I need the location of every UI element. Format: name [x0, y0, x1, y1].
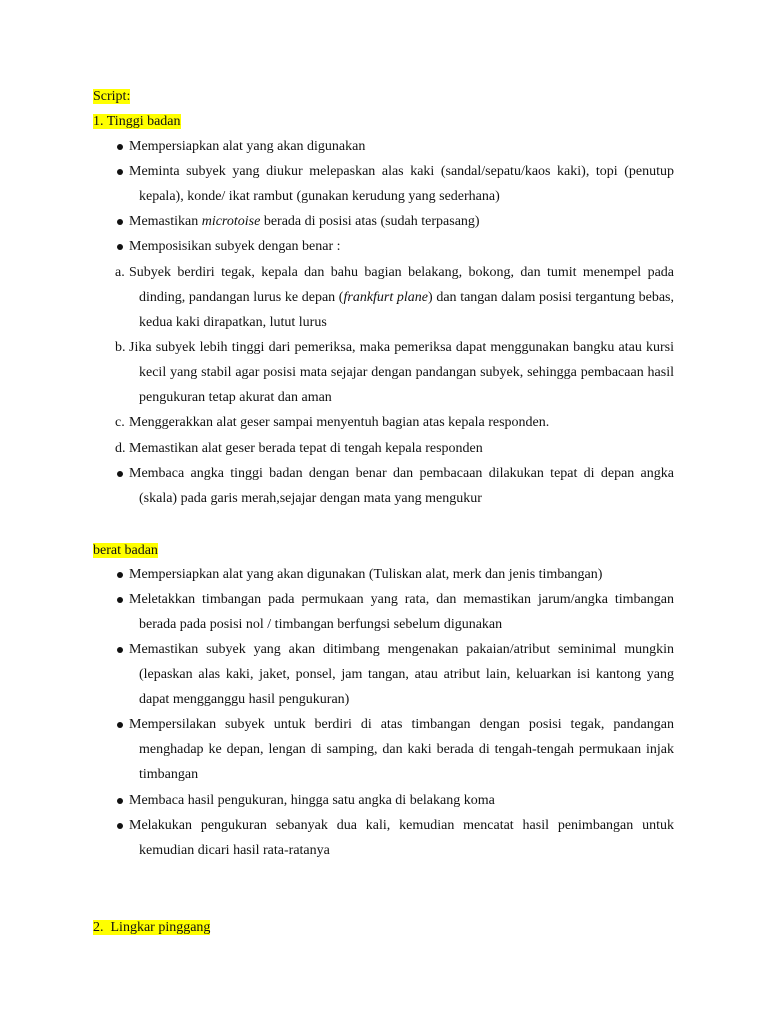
bullet-icon: [115, 234, 129, 250]
list-item-text: [129, 209, 674, 234]
bullet-icon: [115, 712, 129, 728]
list-item-text: Memastikan alat geser berada tepat di tengah kepala responden: [129, 441, 483, 456]
list-item: [115, 562, 674, 587]
bullet-icon: [115, 813, 129, 829]
script-label: [93, 87, 130, 107]
list-item-text: Mempersiapkan alat yang akan digunakan (Tuliskan alat, merk dan jenis timbangan): [129, 567, 603, 582]
list-item: [115, 813, 674, 863]
bullet-icon: [115, 461, 129, 477]
list-item-text: Membaca angka tinggi badan dengan benar dan pembacaan dilakukan tepat di depan angka (skala) pada garis merah,sejajar dengan mata yang mengukur: [129, 466, 674, 507]
list-item-text: Mempersiapkan alat yang akan digunakan: [129, 139, 366, 154]
list-item-text: Jika subyek lebih tinggi dari pemeriksa, maka pemeriksa dapat menggunakan bangku atau kursi kecil yang stabil agar posisi mata sejajar dengan pandangan subyek, sehingga pembacaan hasil pengukuran tetap akurat dan aman: [129, 340, 674, 406]
list-item-text: [129, 260, 674, 336]
italic-term: frankfurt plane: [343, 290, 429, 306]
list-item: [115, 335, 674, 411]
list-item-text: Meletakkan timbangan pada permukaan yang rata, dan memastikan jarum/angka timbangan berada pada posisi nol / timbangan berfungsi sebelum digunakan: [129, 592, 674, 633]
section-title-berat-badan: [93, 541, 158, 561]
list-item-text: Meminta subyek yang diukur melepaskan alas kaki (sandal/sepatu/kaos kaki), topi (penutup kepala), konde/ ikat rambut (gunakan kerudung yang sederhana): [129, 164, 674, 205]
list-item: [115, 637, 674, 713]
text-run: berada di posisi atas (sudah terpasang): [260, 214, 480, 229]
text-run: Subyek berdiri tegak, kepala dan bahu bagian belakang, bokong, dan tumit menempel pada dinding, pandangan lurus ke depan (: [129, 265, 674, 306]
script-label-text: Script:: [93, 89, 131, 104]
list-marker: c.: [115, 415, 125, 430]
bullet-icon: [115, 134, 129, 150]
bullet-icon: [115, 159, 129, 175]
text-run: Memastikan: [129, 214, 202, 229]
list-item: [115, 587, 674, 637]
list-item: [115, 712, 674, 788]
list-marker: a.: [115, 265, 125, 280]
list-item: [115, 134, 674, 159]
list-item: [115, 159, 674, 209]
list-item-text: Memastikan subyek yang akan ditimbang mengenakan pakaian/atribut seminimal mungkin (lepaskan alas kaki, jaket, ponsel, jam tangan, atau atribut lain, keluarkan isi kantong yang dapat mengganggu hasil pengukuran): [129, 642, 674, 708]
list-item: [115, 209, 674, 234]
list-item: [115, 461, 674, 511]
list-item-text: Melakukan pengukuran sebanyak dua kali, kemudian mencatat hasil penimbangan untuk kemudian dicari hasil rata-ratanya: [129, 818, 674, 859]
list-item-text: Mempersilakan subyek untuk berdiri di atas timbangan dengan posisi tegak, pandangan menghadap ke depan, lengan di samping, dan kaki berada di tengah-tengah permukaan injak timbangan: [129, 717, 674, 783]
list-item: [115, 436, 674, 461]
section-title-tinggi-badan-text: 1. Tinggi badan: [93, 114, 181, 129]
list-marker: d.: [115, 441, 126, 456]
bullet-icon: [115, 209, 129, 225]
list-item: [115, 788, 674, 813]
list-item: [115, 260, 674, 336]
bullet-icon: [115, 637, 129, 653]
list-item-text: Memposisikan subyek dengan benar :: [129, 239, 341, 254]
section-title-tinggi-badan: [93, 112, 181, 132]
list-item-text: Membaca hasil pengukuran, hingga satu angka di belakang koma: [129, 793, 495, 808]
section-title-lingkar-pinggang: [93, 918, 210, 938]
text-run: ) dan tangan dalam posisi tergantung bebas, kedua kaki dirapatkan, lutut lurus: [139, 290, 674, 331]
section-title-lingkar-pinggang-text: 2. Lingkar pinggang: [93, 920, 211, 935]
list-item: [115, 234, 674, 259]
bullet-icon: [115, 562, 129, 578]
list-marker: b.: [115, 340, 126, 355]
section-title-berat-badan-text: berat badan: [93, 543, 158, 558]
bullet-icon: [115, 788, 129, 804]
bullet-icon: [115, 587, 129, 603]
italic-term: microtoise: [201, 214, 261, 229]
list-item: [115, 410, 674, 435]
list-item-text: Menggerakkan alat geser sampai menyentuh bagian atas kepala responden.: [129, 415, 550, 430]
